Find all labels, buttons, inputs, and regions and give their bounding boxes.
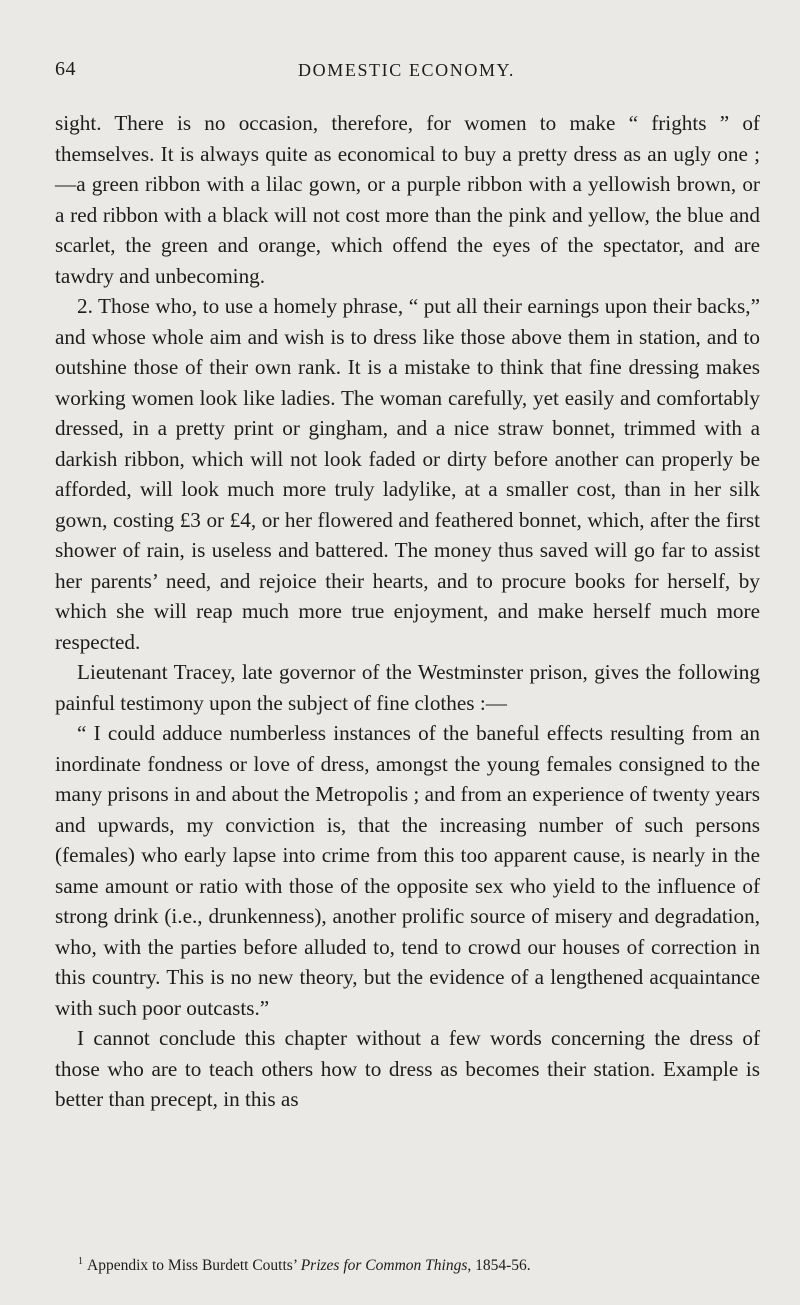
footnote-text-prefix: Appendix to Miss Burdett Coutts’ [87, 1257, 297, 1275]
page-header [55, 58, 758, 88]
footnote-italic-title: Prizes for Common Things [300, 1257, 468, 1275]
paragraph-tracey-intro: Lieutenant Tracey, late governor of the Westminster prison, gives the following painful testimony upon the subject of fine clothes :— [55, 660, 760, 715]
footnote-text-suffix: , 1854-56. [467, 1257, 531, 1275]
paragraph-continuation: sight. There is no occasion, therefore, for women to make “ frights ” of themselves. It is always quite as economical to buy a pretty dress as an ugly one ;—a green ribbon with a lilac gown, or a purple ribbon with a yellowish brown, or a red ribbon with a black will not cost more than the pink and yellow, the blue and scarlet, the green and orange, which offend the eyes of the spectator, and are tawdry and unbecoming. [55, 111, 760, 288]
paragraph-tracey-quote: “ I could adduce numberless instances of the baneful effects resulting from an inordinate fondness or love of dress, amongst the young females consigned to the many prisons in and about the Metropolis ; and from an experience of twenty years and upwards, my conviction is, that the increasing number of such persons (females) who early lapse into crime from this too apparent cause, is nearly in the same amount or ratio with those of the opposite sex who yield to the influence of strong drink (i.e., drunkenness), another prolific source of misery and degradation, who, with the parties before alluded to, tend to crowd our houses of correction in this country. This is no new theory, but the evidence of a lengthened acquaintance with such poor outcasts.” [55, 721, 760, 1020]
paragraph-conclusion: I cannot conclude this chapter without a few words concerning the dress of those who are to teach others how to dress as becomes their station. Example is better than precept, in this as [55, 1026, 760, 1111]
paragraph-point-two: 2. Those who, to use a homely phrase, “ put all their earnings upon their backs,” and whose whole aim and wish is to dress like those above them in station, and to outshine those of their own rank. It is a mistake to think that fine dressing makes working women look like ladies. The woman carefully, yet easily and comfortably dressed, in a pretty print or gingham, and a nice straw bonnet, trimmed with a darkish ribbon, which will not look faded or dirty before another can properly be afforded, will look much more truly ladylike, at a smaller cost, than in her silk gown, costing £3 or £4, or her flowered and feathered bonnet, which, after the first shower of rain, is useless and battered. The money thus saved will go far to assist her parents’ need, and rejoice their hearts, and to procure books for herself, by which she will reap much more true enjoyment, and make herself much more respected. [55, 294, 760, 654]
body-text [55, 108, 760, 1115]
page-number: 64 [55, 58, 76, 80]
footnote-marker: 1 [78, 1256, 83, 1267]
running-title: DOMESTIC ECONOMY. [298, 60, 515, 80]
footnote [78, 1252, 768, 1276]
